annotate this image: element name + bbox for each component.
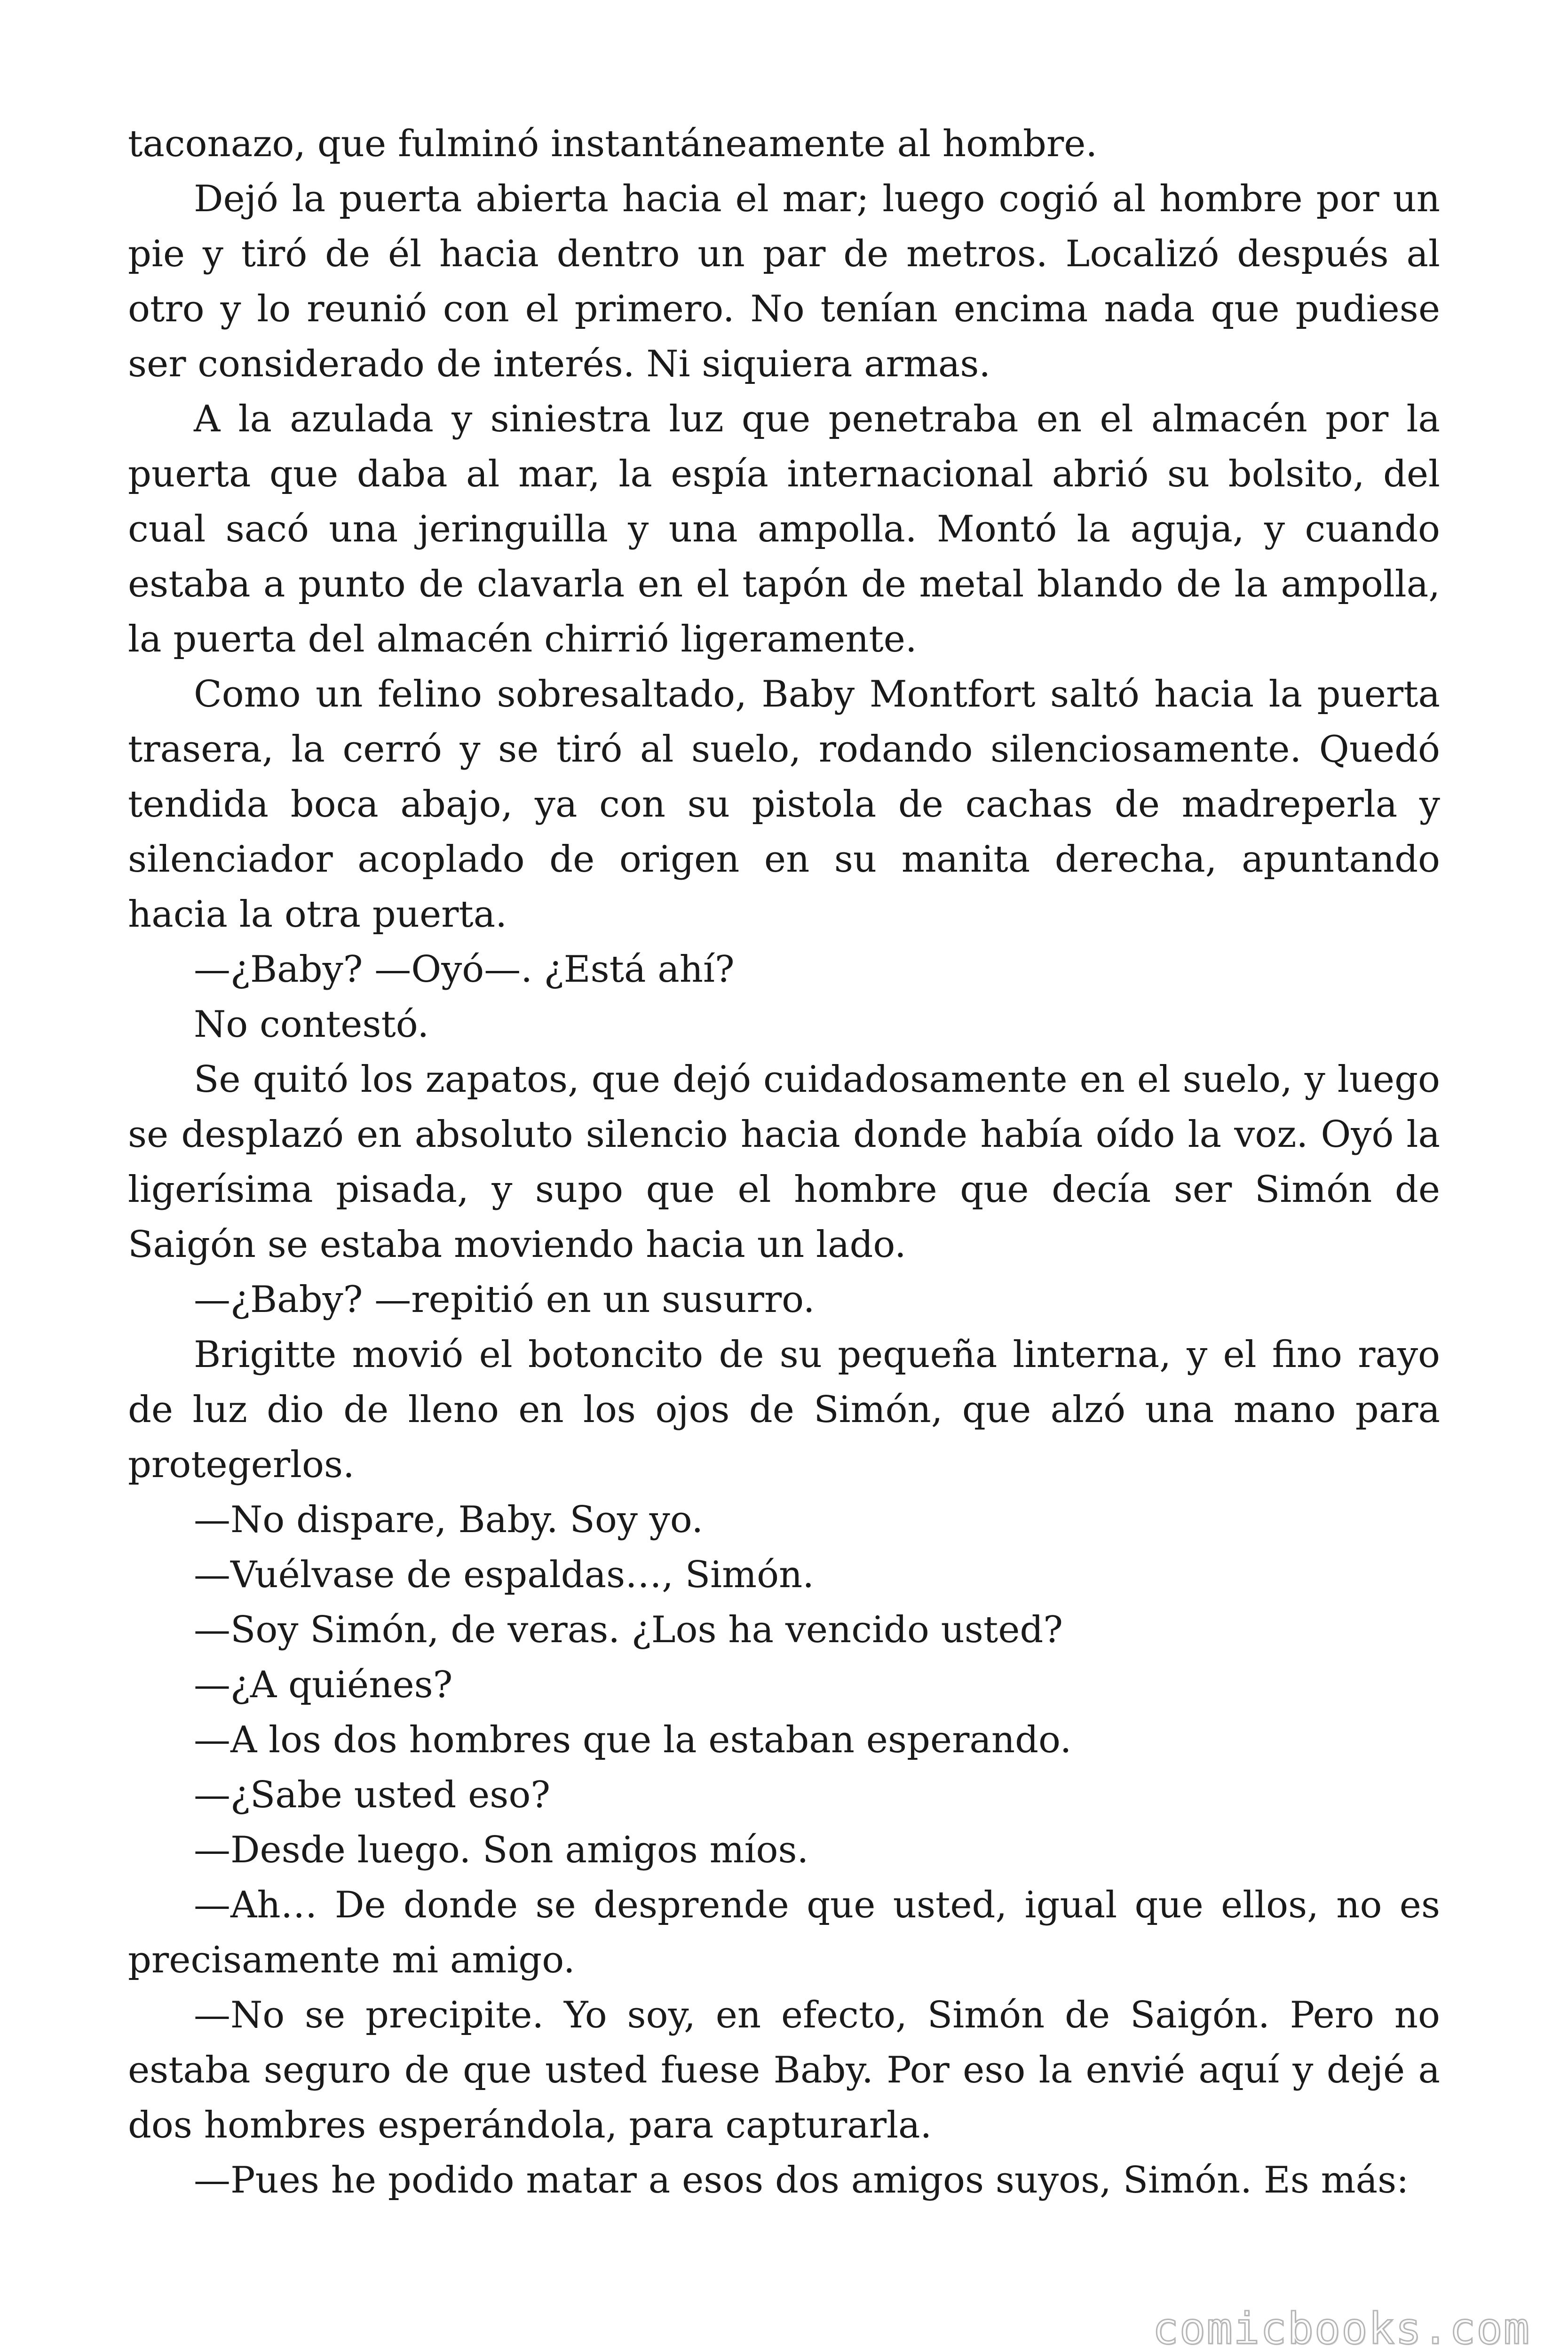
paragraph: A la azulada y siniestra luz que penetraba en el almacén por la puerta que daba al mar, la espía internacional abrió su bolsito, del cual sacó una jeringuilla y una ampolla. Montó la aguja, y cuando estaba a punto de clavarla en el tapón de metal blando de la ampolla, la puerta del almacén chirrió ligeramente. (128, 398, 1440, 660)
dialogue-line: —A los dos hombres que la estaban esperando. (194, 1719, 1072, 1761)
dialogue-line: —Ah… De donde se desprende que usted, igual que ellos, no es precisamente mi amigo. (128, 1884, 1440, 1981)
paragraph: taconazo, que fulminó instantáneamente al hombre. (128, 123, 1098, 165)
paragraph: No contestó. (194, 1003, 429, 1046)
watermark: comicbooks.com (1152, 2304, 1530, 2352)
paragraph: Brigitte movió el botoncito de su pequeña linterna, y el fino rayo de luz dio de lleno en los ojos de Simón, que alzó una mano para protegerlos. (128, 1334, 1440, 1486)
dialogue-line: —Pues he podido matar a esos dos amigos suyos, Simón. Es más: (194, 2159, 1409, 2201)
dialogue-line: —Desde luego. Son amigos míos. (194, 1829, 809, 1871)
dialogue-line: —Soy Simón, de veras. ¿Los ha vencido usted? (194, 1609, 1063, 1651)
dialogue-line: —¿Baby? —Oyó—. ¿Está ahí? (194, 948, 735, 991)
dialogue-line: —No dispare, Baby. Soy yo. (194, 1499, 704, 1541)
dialogue-line: —¿A quiénes? (194, 1664, 453, 1706)
paragraph: Dejó la puerta abierta hacia el mar; luego cogió al hombre por un pie y tiró de él hacia dentro un par de metros. Localizó después al otro y lo reunió con el primero. No tenían encima nada que pudiese ser considerado de interés. Ni siquiera armas. (128, 178, 1440, 385)
dialogue-line: —No se precipite. Yo soy, en efecto, Simón de Saigón. Pero no estaba seguro de que usted fuese Baby. Por eso la envié aquí y dejé a dos hombres esperándola, para capturarla. (128, 1994, 1440, 2146)
paragraph: Como un felino sobresaltado, Baby Montfort saltó hacia la puerta trasera, la cerró y se tiró al suelo, rodando silenciosamente. Quedó tendida boca abajo, ya con su pistola de cachas de madreperla y silenciador acoplado de origen en su manita derecha, apuntando hacia la otra puerta. (128, 673, 1440, 936)
dialogue-line: —¿Baby? —repitió en un susurro. (194, 1279, 815, 1321)
dialogue-line: —¿Sabe usted eso? (194, 1774, 551, 1816)
paragraph: Se quitó los zapatos, que dejó cuidadosamente en el suelo, y luego se desplazó en absoluto silencio hacia donde había oído la voz. Oyó la ligerísima pisada, y supo que el hombre que decía ser Simón de Saigón se estaba moviendo hacia un lado. (128, 1058, 1440, 1266)
page-text (128, 117, 1440, 2208)
dialogue-line: —Vuélvase de espaldas…, Simón. (194, 1554, 815, 1596)
